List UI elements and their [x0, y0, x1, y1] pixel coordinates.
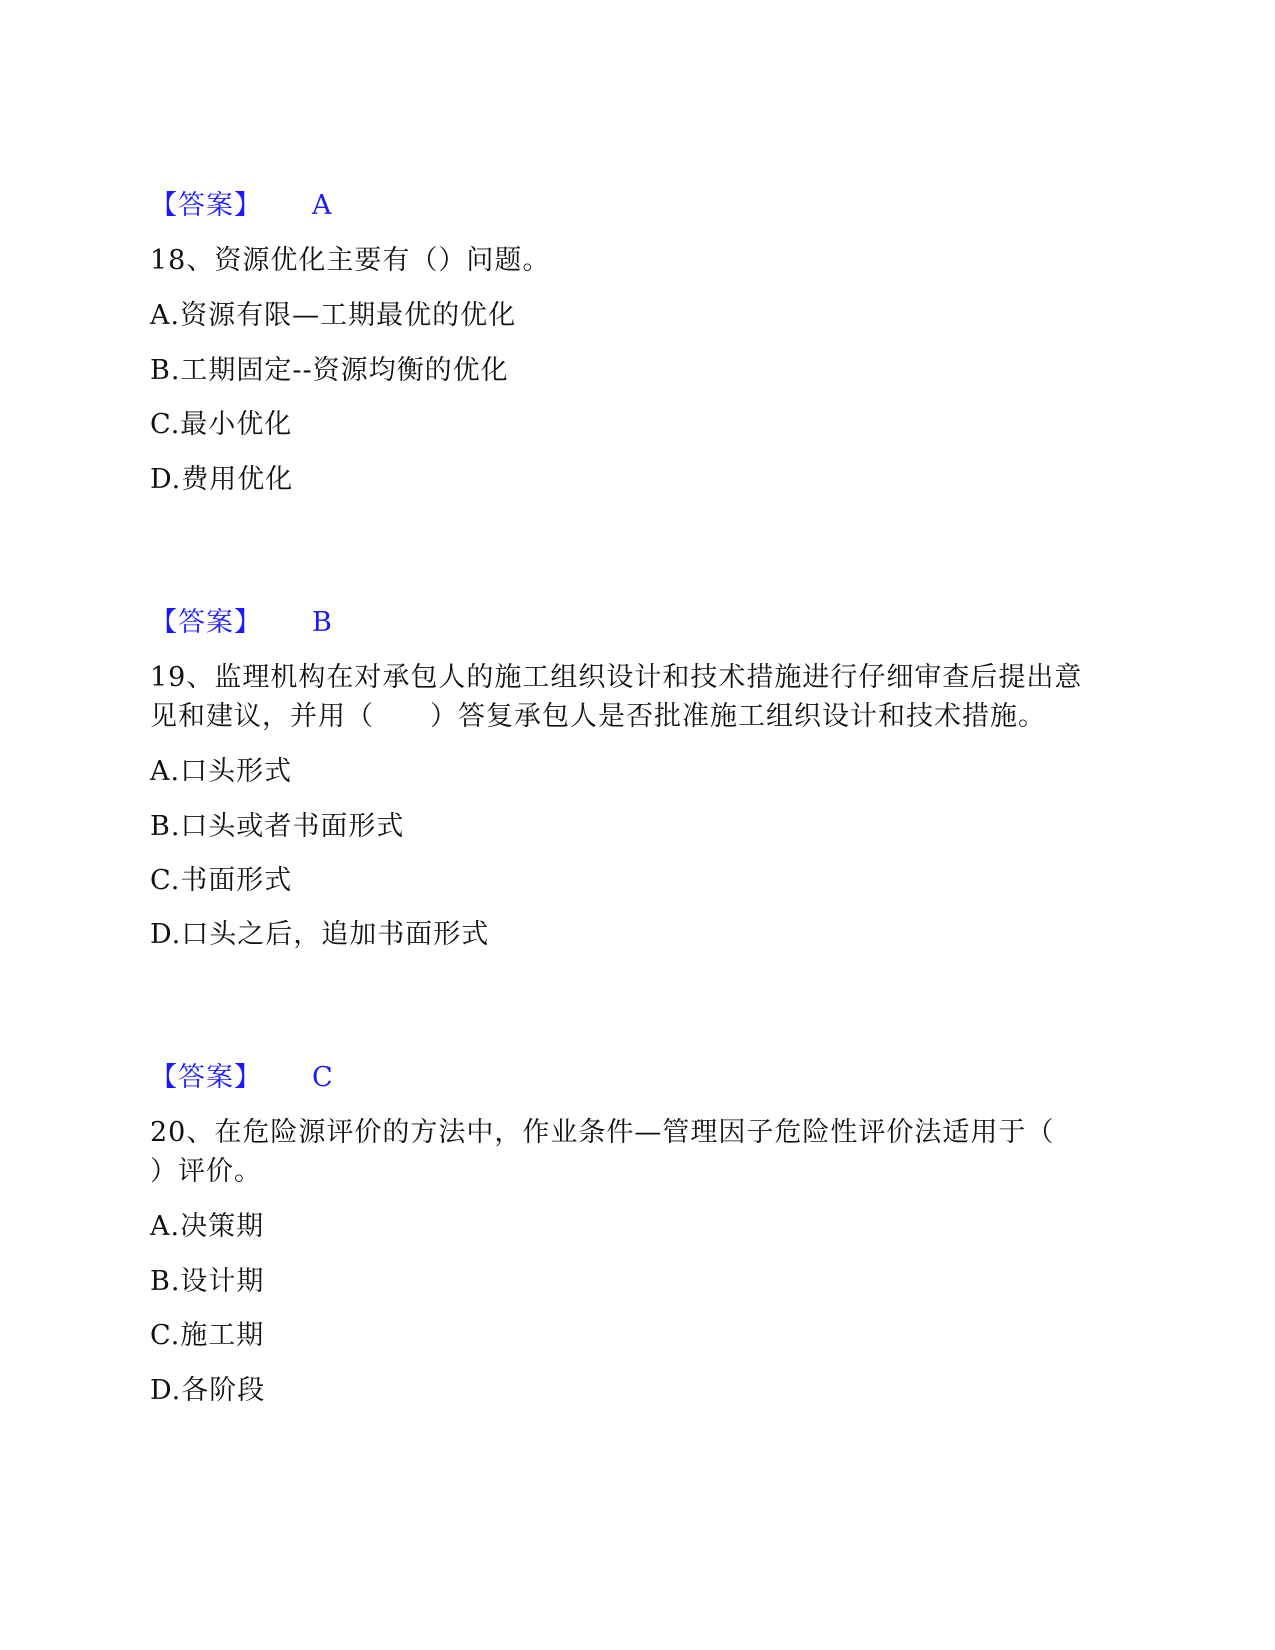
answer-line-19	[150, 1059, 334, 1097]
option-20-d: D.各阶段	[150, 1375, 266, 1406]
option-18-d: D.费用优化	[150, 464, 294, 495]
option-18-a: A.资源有限—工期最优的优化	[150, 300, 517, 331]
question-18: 18、资源优化主要有（）问题。	[150, 245, 551, 276]
option-18-b: B.工期固定--资源均衡的优化	[150, 355, 509, 386]
answer-label: 【答案】	[150, 607, 262, 638]
answer-line-17	[150, 187, 333, 225]
answer-label: 【答案】	[150, 1062, 262, 1093]
answer-value: A	[312, 190, 333, 221]
question-19-line-2: 见和建议，并用（ ）答复承包人是否批准施工组织设计和技术措施。	[150, 701, 1046, 732]
option-18-c: C.最小优化	[150, 409, 293, 440]
answer-line-18	[150, 604, 333, 642]
answer-label: 【答案】	[150, 190, 262, 221]
answer-value: B	[312, 607, 333, 638]
option-20-c: C.施工期	[150, 1320, 265, 1351]
option-19-c: C.书面形式	[150, 865, 293, 896]
option-20-b: B.设计期	[150, 1266, 265, 1297]
option-19-d: D.口头之后，追加书面形式	[150, 919, 490, 950]
option-20-a: A.决策期	[150, 1211, 265, 1242]
option-19-a: A.口头形式	[150, 756, 293, 787]
question-19-line-1: 19、监理机构在对承包人的施工组织设计和技术措施进行仔细审查后提出意	[150, 662, 1083, 693]
answer-value: C	[312, 1062, 334, 1093]
question-20-line-2: ）评价。	[150, 1156, 262, 1187]
question-20-line-1: 20、在危险源评价的方法中，作业条件—管理因子危险性评价法适用于（	[150, 1117, 1055, 1148]
option-19-b: B.口头或者书面形式	[150, 811, 405, 842]
